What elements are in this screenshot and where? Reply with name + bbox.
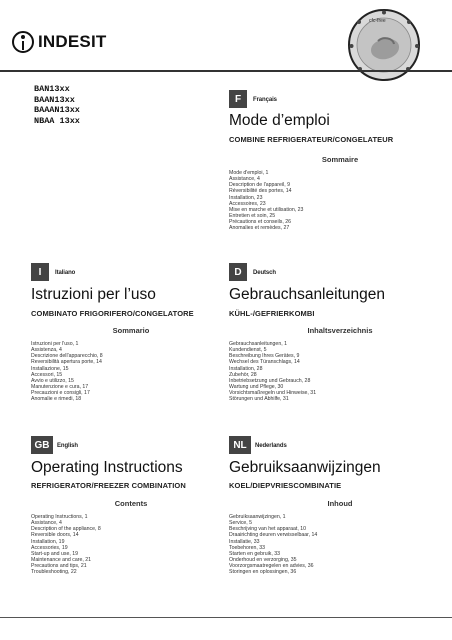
toc-item: Storingen en oplossingen, 36 bbox=[229, 569, 297, 576]
toc-item: Descrizione dell'apparecchio, 8 bbox=[31, 353, 103, 360]
header-rule bbox=[0, 70, 452, 72]
section-subtitle: COMBINE REFRIGERATEUR/CONGELATEUR bbox=[229, 135, 394, 144]
toc-item: Wartung und Pflege, 30 bbox=[229, 383, 284, 390]
toc-heading: Inhaltsverzeichnis bbox=[307, 326, 373, 335]
model-code: BAN13xx bbox=[34, 84, 70, 94]
toc-item: Anomalie e rimedi, 18 bbox=[31, 396, 82, 403]
toc-item: Réversibilité des portes, 14 bbox=[229, 188, 292, 195]
toc-heading: Contents bbox=[114, 499, 148, 508]
toc-item: Maintenance and care, 21 bbox=[31, 556, 91, 563]
toc-heading: Inhoud bbox=[327, 499, 353, 508]
toc-item: Störungen und Abhilfe, 31 bbox=[229, 396, 289, 403]
section-subtitle: KOEL/DIEPVRIESCOMBINATIE bbox=[229, 481, 342, 490]
toc-item: Installatie, 33 bbox=[229, 538, 260, 545]
section-subtitle: REFRIGERATOR/FREEZER COMBINATION bbox=[31, 481, 186, 490]
toc-item: Voorzorgsmaatregelen en advies, 36 bbox=[229, 563, 314, 570]
toc-item: Reversible doors, 14 bbox=[31, 532, 79, 539]
toc-item: Précautions et conseils, 26 bbox=[229, 219, 291, 226]
section-title: Operating Instructions bbox=[31, 459, 183, 476]
toc-list bbox=[229, 341, 316, 402]
toc-item: Installation, 23 bbox=[229, 194, 263, 201]
toc-item: Assistance, 4 bbox=[31, 520, 62, 527]
language-code-box: F bbox=[229, 90, 247, 108]
toc-item: Mise en marche et utilisation, 23 bbox=[229, 206, 304, 213]
toc-item: Precautions and tips, 21 bbox=[31, 563, 87, 570]
toc-item: Accessori, 15 bbox=[31, 371, 63, 378]
toc-item: Anomalies et remèdes, 27 bbox=[229, 225, 290, 232]
toc-item: Draairichting deuren verwisselbaar, 14 bbox=[229, 532, 318, 539]
power-icon bbox=[12, 31, 34, 53]
toc-item: Assistance, 4 bbox=[229, 176, 260, 183]
model-code: BAAN13xx bbox=[34, 94, 75, 105]
toc-item: Istruzioni per l'uso, 1 bbox=[31, 341, 79, 347]
language-code-box: D bbox=[229, 263, 247, 281]
toc-item: Kundendienst, 5 bbox=[229, 347, 267, 354]
section-title: Mode d’emploi bbox=[229, 112, 330, 129]
toc-heading: Sommario bbox=[112, 326, 150, 335]
toc-item: Accessoires, 23 bbox=[229, 200, 266, 207]
toc-item: Installazione, 15 bbox=[31, 365, 69, 372]
toc-item: Beschrijving van het apparaat, 10 bbox=[229, 526, 306, 533]
toc-item: Toebehoren, 33 bbox=[229, 544, 266, 551]
toc-item: Description of the appliance, 8 bbox=[31, 526, 101, 533]
language-name: English bbox=[57, 443, 78, 449]
language-name: Italiano bbox=[55, 270, 76, 276]
language-name: Deutsch bbox=[253, 270, 276, 276]
model-code: BAAAN13xx bbox=[34, 105, 80, 115]
model-code: NBAA 13xx bbox=[34, 115, 80, 126]
toc-item: Wechsel des Türanschlags, 14 bbox=[229, 359, 300, 366]
toc-item: Description de l'appareil, 9 bbox=[229, 182, 290, 189]
language-code-box: NL bbox=[229, 436, 251, 454]
toc-item: Onderhoud en verzorging, 35 bbox=[229, 556, 297, 563]
toc-item: Mode d'emploi, 1 bbox=[229, 170, 269, 176]
section-title: Gebrauchsanleitungen bbox=[229, 286, 385, 303]
badge-text: cfc-free bbox=[369, 18, 386, 24]
language-code-box: I bbox=[31, 263, 49, 281]
toc-item: Gebrauchsanleitungen, 1 bbox=[229, 341, 287, 347]
toc-item: Starten en gebruik, 33 bbox=[229, 550, 281, 557]
toc-item: Avvio e utilizzo, 15 bbox=[31, 377, 74, 384]
toc-list bbox=[229, 514, 317, 575]
toc-list bbox=[31, 341, 103, 402]
section-title: Gebruiksaanwijzingen bbox=[229, 459, 381, 476]
model-list bbox=[34, 84, 80, 126]
footer-rule bbox=[0, 617, 452, 618]
brand-name: INDESIT bbox=[38, 32, 107, 51]
toc-item: Inbetriebsetzung und Gebrauch, 28 bbox=[229, 377, 311, 384]
toc-item: Precauzioni e consigli, 17 bbox=[31, 390, 90, 397]
toc-item: Assistenza, 4 bbox=[31, 347, 62, 354]
toc-item: Vorsichtsmaßregeln und Hinweise, 31 bbox=[229, 390, 317, 397]
toc-list bbox=[229, 170, 303, 231]
toc-list bbox=[31, 514, 101, 575]
toc-item: Troubleshooting, 22 bbox=[31, 569, 77, 576]
toc-item: Reversibilità apertura porte, 14 bbox=[31, 359, 102, 366]
toc-item: Beschreibung Ihres Gerätes, 9 bbox=[229, 353, 300, 360]
brand-logo bbox=[12, 26, 106, 58]
toc-item: Service, 5 bbox=[229, 520, 253, 527]
toc-item: Entretien et soin, 25 bbox=[229, 212, 276, 219]
section-title: Istruzioni per l’uso bbox=[31, 286, 156, 303]
language-code-box: GB bbox=[31, 436, 53, 454]
toc-item: Zubehör, 28 bbox=[229, 371, 257, 378]
toc-item: Gebruiksaanwijzingen, 1 bbox=[229, 514, 286, 520]
section-subtitle: COMBINATO FRIGORIFERO/CONGELATORE bbox=[31, 309, 194, 318]
toc-item: Accessories, 19 bbox=[31, 544, 68, 551]
toc-item: Installation, 19 bbox=[31, 538, 65, 545]
toc-item: Operating Instructions, 1 bbox=[31, 514, 88, 520]
toc-item: Manutenzione e cura, 17 bbox=[31, 383, 89, 390]
toc-item: Start-up and use, 19 bbox=[31, 550, 79, 557]
language-name: Nederlands bbox=[255, 443, 287, 449]
section-subtitle: KÜHL-/GEFRIERKOMBI bbox=[229, 309, 315, 318]
language-name: Français bbox=[253, 97, 277, 103]
toc-heading: Sommaire bbox=[321, 155, 359, 164]
toc-item: Installation, 28 bbox=[229, 365, 263, 372]
